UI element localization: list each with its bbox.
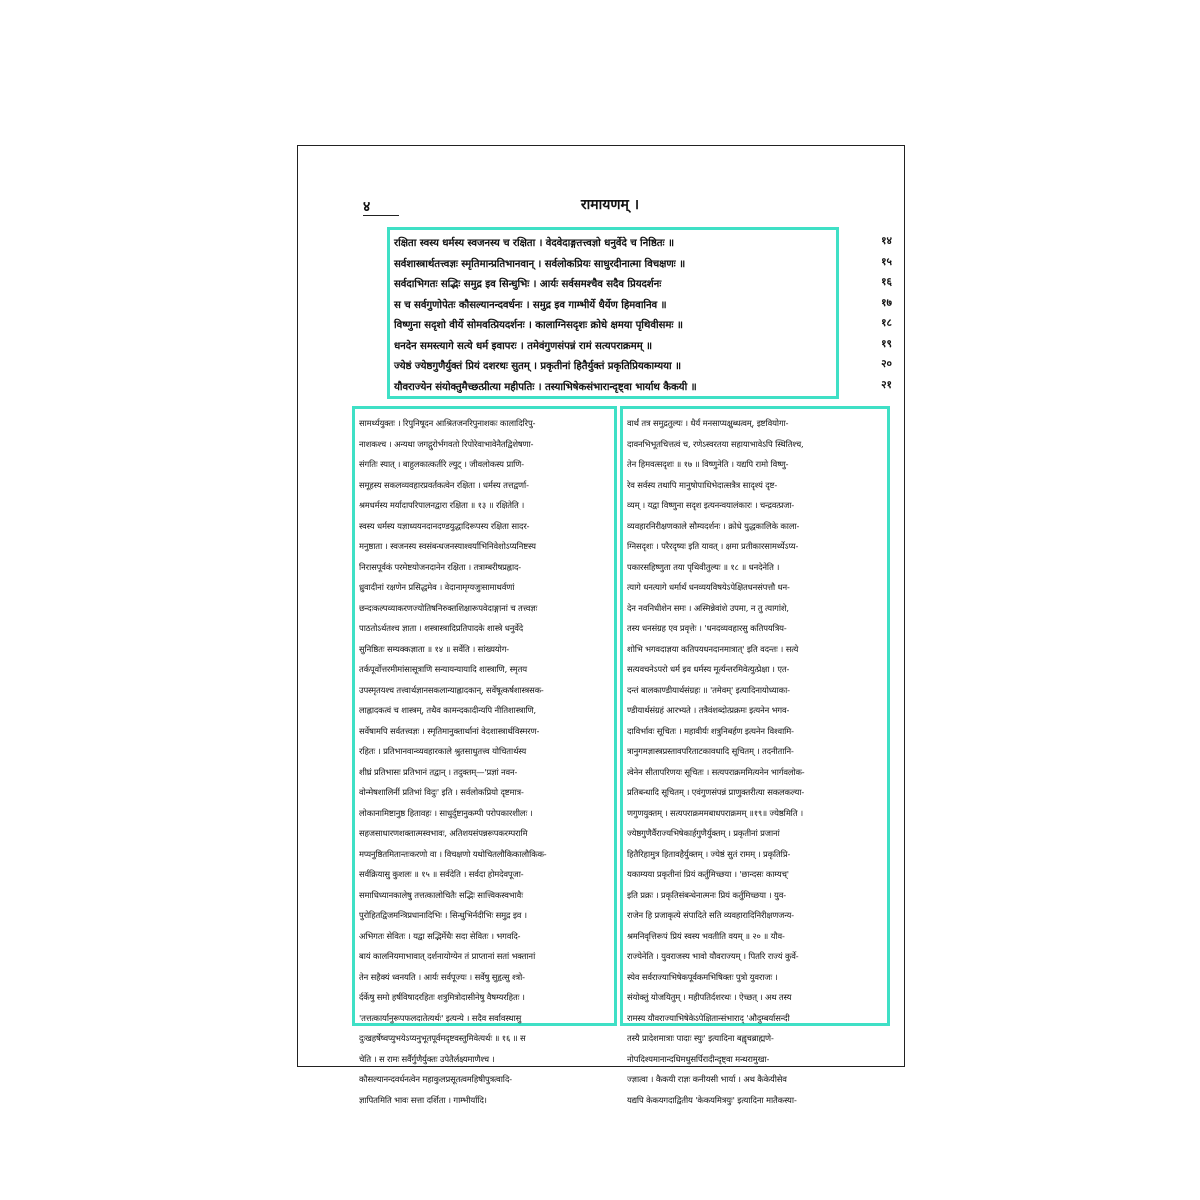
commentary-line: तस्य धनसंग्रह एव प्रवृत्तेः । 'धनदव्यवहारसु कतिपयत्रिय-	[627, 623, 787, 633]
verse-numbers	[864, 231, 892, 395]
page-number-rule	[363, 215, 399, 216]
commentary-line: तेन सहैक्यं ध्वनयति । आर्यः सर्वपूज्यः । सर्वेषु सुहृत्सु श्त्रो-	[359, 971, 525, 982]
commentary-line: संगतिः स्यात् । बाहुलकात्कर्तरि ल्युट् । जीवलोकस्य प्राणि-	[359, 459, 524, 469]
commentary-line: दावनभिभूतचित्तत्वं च, रणेऽस्वरतया सहायाभावेऽपि स्थितिश्च,	[627, 438, 804, 449]
commentary-line: स्येव सर्वराज्याभिषेकपूर्वकमभिषिक्तः पुत्रो युवराजः ।	[627, 971, 778, 982]
commentary-line: समाधिध्यानकालेषु तत्तत्कालोचितैः सद्भिः सात्त्विकस्वभावैः	[359, 889, 523, 900]
page-number: ४	[363, 199, 371, 215]
commentary-line: त्यागे धनत्यागे धर्मार्थं धनव्ययविषयेऽपेक्षितधनसंपत्तौ धन-	[627, 582, 790, 592]
commentary-line: लोकानामिष्टानुष्ठ हितावहः । साधुर्दुष्टानुकम्पी परोपकारशीलः ।	[359, 807, 533, 818]
commentary-line: नोपदिश्यमानान्दधिमधुसर्पिरादीन्दृष्ट्वा मन्थरामुखा-	[627, 1053, 770, 1064]
commentary-line: तेन हिमवत्सदृशः ॥ १७ ॥ विष्णुनेति । यद्यपि रामो विष्णु-	[627, 459, 789, 469]
commentary-line: इति प्रक्रः । प्रकृतिसंबन्धेनात्मनः प्रियं कर्तुमिच्छया । युव-	[627, 889, 786, 900]
commentary-line: रामस्य यौवराज्याभिषेकेऽपेक्षितान्संभाराद् 'औदुम्बर्यासन्दी	[627, 1012, 790, 1023]
verse-line-21: यौवराज्येन संयोक्तुमैच्छत्प्रीत्या महीपतिः । तस्याभिषेकसंभारान्दृष्ट्वा भार्याथ कैकयी ॥	[394, 380, 697, 393]
verse-line-17: स च सर्वगुणोपेतः कौसल्यानन्दवर्धनः । समुद्र इव गाम्भीर्ये धैर्येण हिमवानिव ॥	[394, 298, 667, 311]
verse-number: २१	[881, 378, 892, 391]
commentary-line: लाह्लादकत्वं च शास्त्रम्, तथैव कामन्दकादीन्यपि नीतिशास्त्राणि,	[359, 705, 537, 715]
commentary-line: वोन्मेषशालिनीं प्रतिभां विदुः' इति । सर्वलोकप्रियो दृष्टमात्र-	[359, 787, 524, 797]
commentary-line: त्रानुगमज्ञास्त्रप्रस्तावपरिताटकावधादि सूचितम् । तदनीतानि-	[627, 746, 794, 756]
commentary-line: निरासपूर्वकं परमेष्टयोजनदानेन रक्षिता । तत्राम्बरीषप्रह्लाद-	[359, 561, 521, 572]
commentary-line: हितैरिहामुत्र हितावहैर्युक्तम् । ज्येष्ठं सुतं रामम् । प्रकृतिप्रि-	[627, 848, 791, 859]
commentary-line: मनुष्ठाता । स्वजनस्य स्वसंबन्धजनस्याश्वर्याभिनिवेशोऽप्यनिष्टस्य	[359, 541, 536, 551]
commentary-line: सर्वेषामपि सर्वतत्त्वज्ञः । स्मृतिमानुक्तार्थानां वेदशास्त्रार्थविस्मरण-	[359, 725, 540, 736]
verse-number: १४	[881, 235, 892, 247]
commentary-line: तस्यै प्रादेशमात्राः पादाः स्युः' इत्यादिना बह्वृचब्राह्मणे-	[627, 1033, 774, 1043]
verse-number: १६	[881, 276, 892, 288]
commentary-line: शीघ्रं प्रतिभासः प्रतिभानं तद्वान् । तदुक्तम्—'प्रज्ञां नवन-	[359, 766, 518, 777]
commentary-line: ग्निसदृशः । परैरदृष्यः इति यावत् । क्षमा प्रतीकारसामर्थ्येऽप्य-	[627, 541, 799, 551]
commentary-line: अभिगतः सेवितः । यद्वा सद्भिर्मेधैः सदा सेवितः । भगवदि-	[359, 930, 521, 941]
commentary-line: राजेन हि प्रजाकृत्ये संपादिते सति व्यवहारादिनिरीक्षणजन्य-	[627, 910, 794, 920]
commentary-line: चेति । स रामः सर्वैर्गुणैर्युक्तः उपेतैर्लक्ष्यमाणैश्च ।	[359, 1053, 495, 1064]
commentary-line: पाठतोऽर्थतश्च ज्ञाता । शस्त्रास्त्रादिप्रतिपादके शास्त्रे धनुर्वेदे	[359, 623, 524, 633]
commentary-line: तर्कपूर्वोत्तरमीमांसासूत्राणि सन्यायन्यायादि शास्त्राणि, स्मृतय	[359, 664, 527, 674]
commentary-line: छन्दःकल्पव्याकरणज्योतिषनिरुक्तशिक्षारूपवेदाङ्गानां च तत्त्वज्ञः	[359, 602, 538, 613]
commentary-line: णगुणयुक्तम् । सत्यपराक्रममबाधपराक्रमम् ॥१९॥ ज्येष्ठमिति ।	[627, 807, 804, 818]
commentary-column-right	[620, 406, 890, 1105]
verse-line-15: सर्वशास्त्रार्थतत्त्वज्ञः स्मृतिमान्प्रतिभानवान् । सर्वलोकप्रियः साधुरदीनात्मा विचक्षणः ॥	[394, 257, 686, 270]
verse-number: १८	[881, 317, 892, 329]
commentary-line: राज्येनेति । युवराजस्य भावो यौवराज्यम् । पितरि राज्यं कुर्वे-	[627, 951, 799, 961]
commentary-line: यकाम्यया प्रकृतीनां प्रियं कर्तुमिच्छया । 'छान्दसः काम्यच्'	[627, 869, 789, 879]
commentary-line: दुःखहर्षेष्वप्युभयेऽप्यनुभूतपूर्वमदृष्टवस्तुमिवेत्यर्थः ॥ १६ ॥ स	[359, 1033, 526, 1043]
commentary-line: देन नवनिधीशेन समः । अस्मिन्नेवांशे उपमा, न तु त्यागांशे,	[627, 602, 789, 613]
commentary-line: प्रतिबन्धादि सूचितम् । एवंगुणसंपन्नं प्राणुक्तरीत्या सकलकल्या-	[627, 787, 805, 797]
verse-number: २०	[881, 358, 892, 370]
verse-number: १५	[881, 255, 892, 268]
commentary-line: व्यवहारनिरीक्षणकाले सौम्यदर्शनः । क्रोधे युद्धकालिके काला-	[627, 520, 800, 531]
commentary-line: पुरोहितद्विजमन्त्रिप्रधानादिभिः । सिन्धुभिर्नदीभिः समुद्र इव ।	[359, 910, 527, 920]
commentary-line: 'तत्तत्कार्यानुरूपफलदातेत्यर्थः' इत्यन्ये । सदैव सर्वावस्थासु	[359, 1012, 522, 1023]
commentary-line: सुनिष्ठितः सम्यक्कज्ञाता ॥ १४ ॥ सर्वेति । सांख्ययोग-	[359, 643, 509, 654]
commentary-line: नाशकश्च । अन्यथा जगद्गुरोर्भगवतो रिपोरेवाभावेनैतद्विशेषणा-	[359, 438, 534, 449]
commentary-line: उपस्मृतयश्च तत्त्वार्थज्ञानसकलान्याह्लादकान्, सर्वेषूत्कर्षशास्त्रसक-	[359, 684, 544, 695]
verse-block	[387, 227, 839, 399]
verse-line-18: विष्णुना सदृशो वीर्ये सोमवत्प्रियदर्शनः । कालाग्निसदृशः क्रोधे क्षमया पृथिवीसमः ॥	[394, 319, 683, 331]
commentary-line: सर्वक्रियासु कुशलः ॥ १५ ॥ सर्वदेति । सर्वदा होमदेवपूजा-	[359, 869, 524, 879]
commentary-line: स्वस्य धर्मस्य यज्ञाध्ययनदानदण्डयुद्धादिरूपस्य रक्षिता सादर-	[359, 520, 530, 531]
verse-number: १७	[881, 296, 892, 309]
commentary-line: सामर्थ्ययुक्तः । रिपुनिषूदन आश्रितजनरिपुनाशकः कालादिरिपु-	[359, 418, 536, 428]
commentary-line: पकारसहिष्णुता तया पृथिवीतुल्यः ॥ १८ ॥ धनदेनेति ।	[627, 561, 780, 572]
commentary-line: सहजसाधारणशक्तात्मस्वभावः, अतिशयसंपन्नरूपकरम्परामि	[359, 828, 528, 838]
verse-line-19: धनदेन समस्त्यागे सत्ये धर्म इवापरः । तमेवंगुणसंपन्नं रामं सत्यपराक्रमम् ॥	[394, 339, 653, 352]
commentary-line: ण्डीयार्थसंग्रहं आरभ्यते । तत्रैवंशब्दोत्प्रक्रमः इत्यनेन भगव-	[627, 705, 790, 715]
commentary-line: कौसल्यानन्दवर्धनत्वेन महाकुलप्रसूतत्वमहिषीपुत्रत्वादि-	[359, 1074, 512, 1084]
commentary-line: सत्यवचनेऽपरो धर्म इव धर्मस्य मूर्त्यन्तरमिवेत्युत्प्रेक्षा । एत-	[627, 664, 790, 674]
commentary-line: दाविर्भावः सूचितः । महावीर्यः शत्रुनिबर्हण इत्यनेन विश्वामि-	[627, 725, 794, 736]
commentary-line: व्यम् । यद्वा विष्णुना सदृश इत्यनन्वयालंकारः । चन्द्रवत्प्रजा-	[627, 500, 795, 510]
verse-line-20: ज्येष्ठं ज्येष्ठगुणैर्युक्तं प्रियं दशरथः सुतम् । प्रकृतीनां हितैर्युक्तं प्रकृतिप्रियकाम्यया ॥	[394, 360, 681, 372]
verse-line-14: रक्षिता स्वस्य धर्मस्य स्वजनस्य च रक्षिता । वेदवेदाङ्गतत्त्वज्ञो धनुर्वेदे च निष्ठितः ॥	[394, 237, 674, 249]
commentary-line: यद्यपि केकयगदाद्वितीय 'केकयमित्रयुः' इत्यादिना मातैकस्या-	[627, 1094, 797, 1105]
commentary-line: ज्येष्ठगुणैर्वैराज्यभिषेकार्हगुणैर्युक्तम् । प्रकृतीनां प्रजानां	[627, 828, 780, 838]
commentary-line: रेव सर्वस्य तथापि मानुषोपाधिभेदात्सत्रैत्र सादृश्यं दृष्ट-	[627, 479, 777, 490]
commentary-line: श्रमधर्मस्य मर्यादापरिपालनद्वारा रक्षिता ॥ १३ ॥ रक्षितेति ।	[359, 500, 525, 510]
commentary-line: ज्ञापितमिति भावः सत्ता दर्शिता । गाम्भीर्यादि।	[359, 1094, 487, 1105]
commentary-line: बायं कालनियमाभावात् दर्शनायोग्येन तं प्राप्तानां सतां भक्तानां	[359, 951, 536, 961]
commentary-line: ज्ज्ञात्वा । कैकयी राज्ञः कनीयसी भार्या । अथ कैकेयीसेव	[627, 1074, 787, 1084]
commentary-line: त्वेनेन सीतापरिणयः सूचितः । सत्यपराक्रममित्यनेन भार्गवलोक-	[627, 766, 805, 777]
commentary-line: समूहस्य सकलव्यवहारप्रवर्तकत्वेन रक्षिता । धर्मस्य तत्तद्वर्णा-	[359, 479, 529, 490]
commentary-line: संयोक्तुं योजयितुम् । महीपतिर्दशरथः । ऐच्छत् । अथ तस्य	[627, 992, 792, 1002]
commentary-line: रहितः । प्रतिभानवान्व्यवहारकाले श्रुतसाधुतत्त्व योचितार्थस्य	[359, 746, 527, 756]
commentary-line: ध्रुवादीनां रक्षणेन प्रसिद्धमेव । वेदानामृग्यजुःसामाथर्वणां	[359, 582, 515, 592]
commentary-line: श्रमनिवृत्तिरूपं प्रियं स्वस्य भवतीति वयम् ॥ २० ॥ यौव-	[627, 930, 785, 941]
commentary-line: वार्थं तत्र समुद्रतुल्यः । धैर्यं मनसाप्यक्षुब्धत्वम्, इष्टवियोगा-	[627, 418, 789, 428]
commentary-line: मप्यनुष्ठितमितान्तःकरणो वा । विचक्षणो यथोचितलौकिकालौकिक-	[359, 848, 547, 859]
verse-number: १९	[881, 337, 892, 350]
commentary-line: र्दर्केषु समो हर्षविषादरहितः शत्रुमित्रोदासीनेषु वैषम्यरहितः ।	[359, 992, 525, 1002]
verse-line-16: सर्वदाभिगतः सद्भिः समुद्र इव सिन्धुभिः । आर्यः सर्वसमश्चैव सदैव प्रियदर्शनः	[394, 278, 662, 290]
running-head: रामायणम् ।	[580, 197, 640, 213]
commentary-line: शोभि भगवदाज्ञया कतिपयधनदानमात्रात्' इति वदन्तः । सत्ये	[627, 643, 799, 654]
commentary-column-left	[352, 406, 617, 1105]
commentary-line: दन्तं बालकाण्डीयार्थसंग्रहः ॥ 'तमेवम्' इत्यादिनायोध्याका-	[627, 684, 790, 695]
